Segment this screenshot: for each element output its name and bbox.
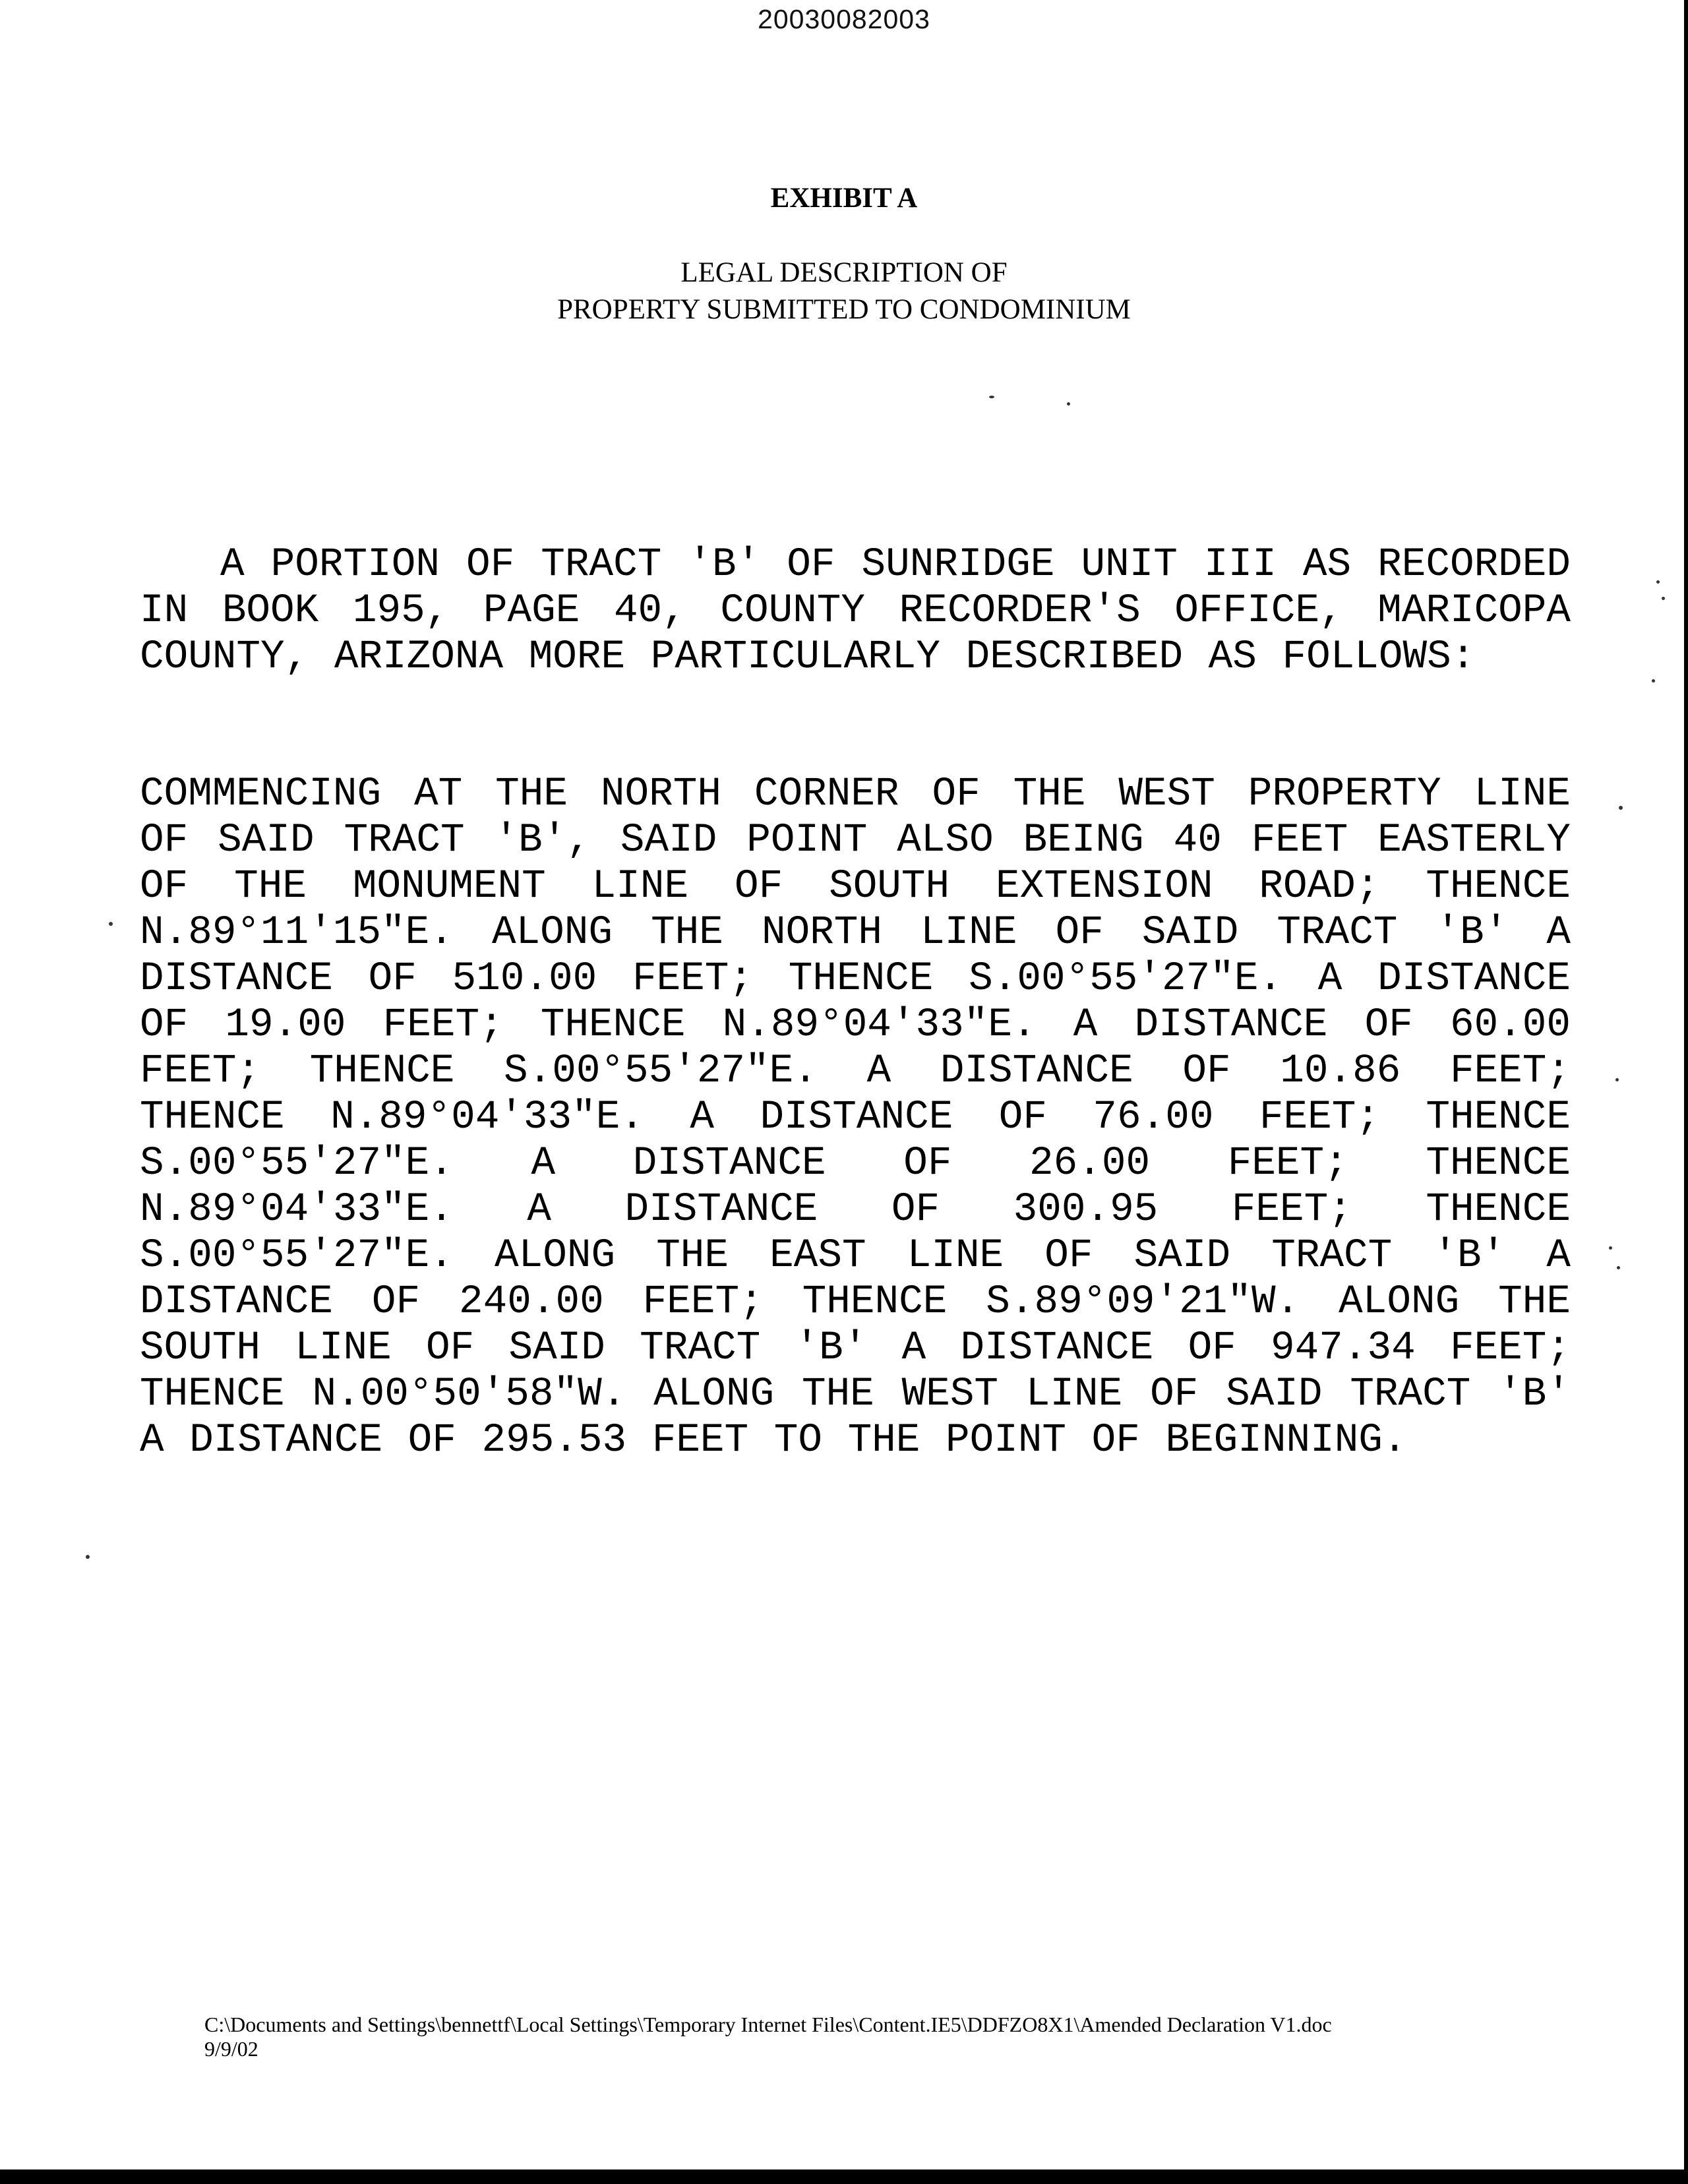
intro-text: A PORTION OF TRACT 'B' OF SUNRIDGE UNIT III AS RECORDED IN BOOK 195, PAGE 40, COUNTY RECORDER'S OFFICE, MARICOPA COUNTY, ARIZONA MORE PARTICULARLY DESCRIBED AS FOLLOWS: [140, 542, 1571, 680]
legal-description-intro [140, 542, 1571, 681]
document-number: 20030082003 [758, 4, 930, 34]
exhibit-subtitle [0, 255, 1688, 328]
subtitle-line-2: PROPERTY SUBMITTED TO CONDOMINIUM [557, 294, 1131, 325]
exhibit-title: EXHIBIT A [770, 183, 918, 214]
footer [204, 2013, 1332, 2061]
subtitle-line-1: LEGAL DESCRIPTION OF [680, 257, 1008, 288]
legal-description-metes-bounds: COMMENCING AT THE NORTH CORNER OF THE WEST PROPERTY LINE OF SAID TRACT 'B', SAID POINT ALSO BEING 40 FEET EASTERLY OF THE MONUMENT LINE OF SOUTH EXTENSION ROAD; THENCE N.89°11'15"E. ALONG THE NORTH LINE OF SAID TRACT 'B' A DISTANCE OF 510.00 FEET; THENCE S.00°55'27"E. A DISTANCE OF 19.00 FEET; THENCE N.89°04'33"E. A DISTANCE OF 60.00 FEET; THENCE S.00°55'27"E. A DISTANCE OF 10.86 FEET; THENCE N.89°04'33"E. A DISTANCE OF 76.00 FEET; THENCE S.00°55'27"E. A DISTANCE OF 26.00 FEET; THENCE N.89°04'33"E. A DISTANCE OF 300.95 FEET; THENCE S.00°55'27"E. ALONG THE EAST LINE OF SAID TRACT 'B' A DISTANCE OF 240.00 FEET; THENCE S.89°09'21"W. ALONG THE SOUTH LINE OF SAID TRACT 'B' A DISTANCE OF 947.34 FEET; THENCE N.00°50'58"W. ALONG THE WEST LINE OF SAID TRACT 'B' A DISTANCE OF 295.53 FEET TO THE POINT OF BEGINNING. [140, 772, 1571, 1463]
footer-file-path: C:\Documents and Settings\bennettf\Local Settings\Temporary Internet Files\Content.IE5\DDFZO8X1\Amended Declaration V1.doc [204, 2013, 1332, 2036]
footer-date: 9/9/02 [204, 2037, 258, 2061]
